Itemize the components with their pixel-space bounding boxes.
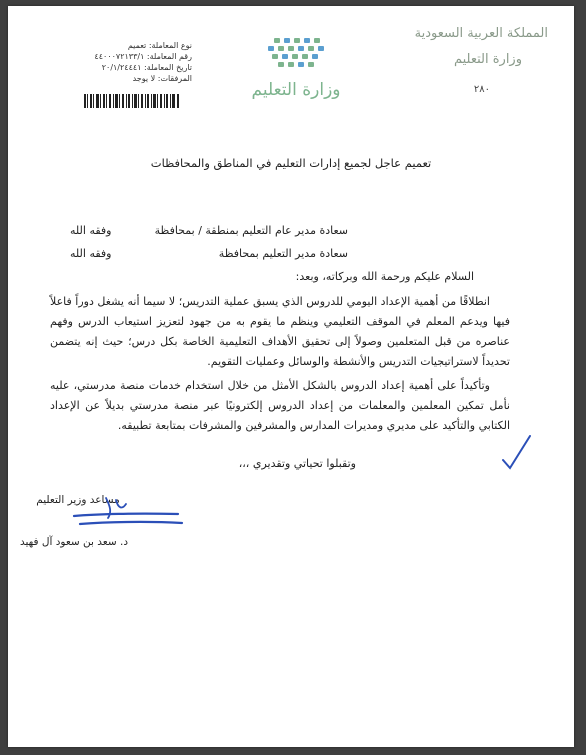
addressee-1: سعادة مدير عام التعليم بمنطقة / بمحافظة: [154, 224, 348, 237]
checkmark-icon: [500, 432, 534, 474]
meta-attachments: المرفقات: لا يوجد: [132, 74, 192, 83]
blessing-2: وفقه الله: [70, 247, 112, 260]
meta-date: تاريخ المعاملة: ٢٠/١/٢٤٤٤١: [101, 63, 192, 72]
signatory-name: د. سعد بن سعود آل فهيد: [19, 536, 128, 548]
signatory-title: مساعد وزير التعليم: [36, 494, 120, 506]
kingdom-name: المملكة العربية السعودية: [414, 26, 548, 41]
ministry-name: وزارة التعليم: [453, 52, 522, 67]
closing: وتقبلوا تحياتي وتقديري ،،،: [238, 457, 356, 470]
transaction-meta: [82, 40, 192, 84]
greeting: السلام عليكم ورحمة الله وبركاته، وبعد:: [295, 270, 474, 283]
blessing-1: وفقه الله: [70, 224, 112, 237]
header-number: ٢٨٠: [473, 84, 490, 95]
handwritten-signature: [66, 486, 186, 532]
ministry-logo: [208, 32, 384, 112]
logo-wordmark: وزارة التعليم: [251, 80, 341, 100]
paragraph-1: انطلاقًا من أهمية الإعداد اليومي للدروس الذي يسبق عملية التدريس؛ لا سيما أنه يشغل دوراً فاعلاً فيها ويدعم المعلم في الموقف التعليمي وينظم ما يقوم به من جهود لتعزيز استيعاب الدرس وفهم عناصره من قبل المتعلمين وصولاً إلى تحقيق الأهداف التعليمية الخاصة بكل درس؛ حيث إنه يتضمن تحديداً لاستراتيجيات التدريس والأنشطة والوسائل وعمليات التقويم.: [50, 295, 510, 368]
letter-subject: تعميم عاجل لجميع إدارات التعليم في المناطق والمحافظات: [150, 156, 432, 170]
meta-type: نوع المعاملة: تعميم: [127, 41, 192, 50]
paragraph-2: وتأكيداً على أهمية إعداد الدروس بالشكل الأمثل من خلال استخدام خدمات منصة مدرستي، عليه نأمل تمكين المعلمين والمعلمات من إعداد الدروس إلكترونيًا عبر منصة مدرستي بديلاً عن الإعداد الكتابي والتأكيد على مديري ومديرات المدارس والمشرفين والمشرفات بمتابعة تطبيقه.: [50, 379, 510, 432]
letter-page: [8, 6, 574, 747]
meta-number: رقم المعاملة: ٤٤٠٠٠٧٢١٣٣/١: [94, 52, 192, 61]
logo-mark: [268, 38, 324, 67]
barcode-icon: [84, 94, 180, 108]
addressee-2: سعادة مدير التعليم بمحافظة: [218, 247, 348, 260]
